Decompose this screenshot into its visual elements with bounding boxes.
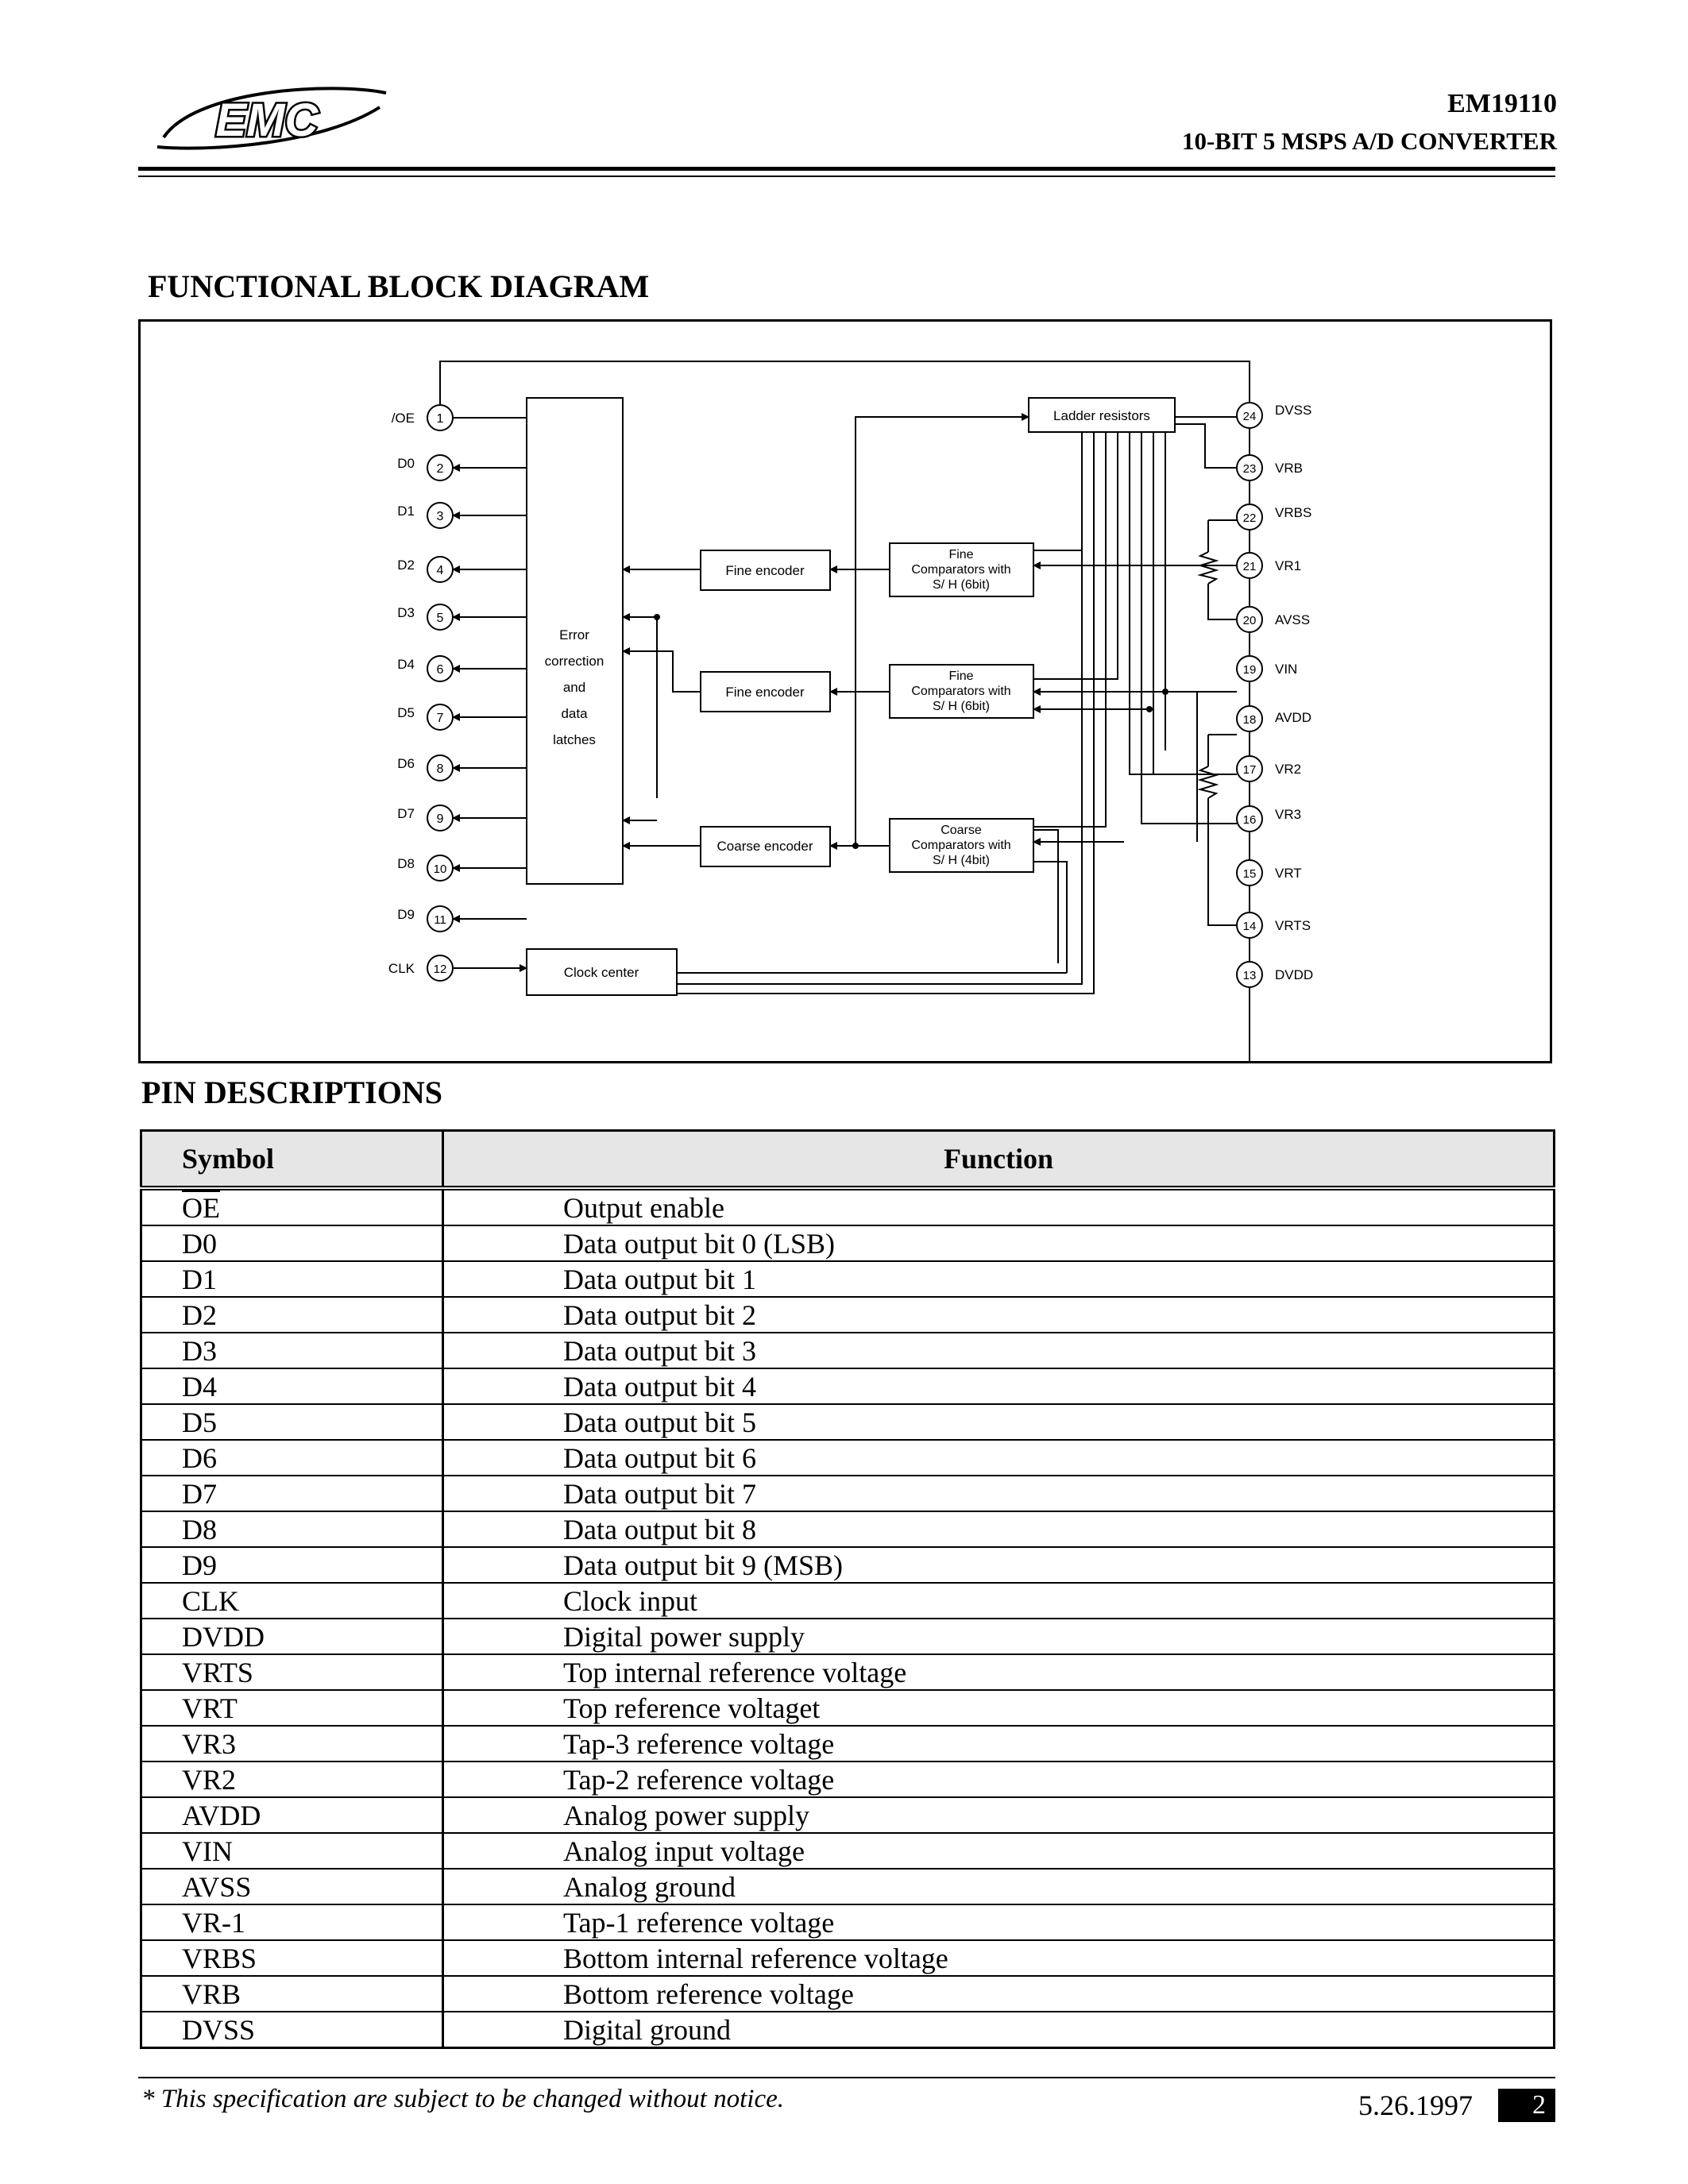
coarse-comp-line-2: Comparators with bbox=[911, 839, 1011, 852]
left-pin-12 bbox=[388, 955, 453, 981]
ladder-resistors-block bbox=[1029, 398, 1175, 432]
footer-disclaimer: * This specification are subject to be changed without notice. bbox=[141, 2085, 784, 2113]
table-row bbox=[141, 1476, 1555, 1511]
function-cell: Data output bit 5 bbox=[443, 1404, 1555, 1440]
function-cell: Analog power supply bbox=[443, 1797, 1555, 1833]
coarse-comp-line-1: Coarse bbox=[941, 824, 982, 837]
diagram-title: FUNCTIONAL BLOCK DIAGRAM bbox=[148, 268, 650, 304]
symbol-cell: $\overline{OE}$ bbox=[141, 1188, 443, 1225]
table-row bbox=[141, 1368, 1555, 1404]
table-row bbox=[141, 1404, 1555, 1440]
symbol-cell: VR2 bbox=[141, 1761, 443, 1797]
right-pin-17 bbox=[1237, 756, 1301, 781]
pin-label: CLK bbox=[388, 961, 415, 976]
symbol-cell: VR-1 bbox=[141, 1904, 443, 1940]
fine-encoder-2-label: Fine encoder bbox=[725, 685, 805, 700]
function-cell: Data output bit 7 bbox=[443, 1476, 1555, 1511]
function-cell: Clock input bbox=[443, 1583, 1555, 1619]
right-pin-24 bbox=[1237, 403, 1311, 428]
table-row bbox=[141, 1976, 1555, 2012]
table-row bbox=[141, 1511, 1555, 1547]
function-cell: Tap-2 reference voltage bbox=[443, 1761, 1555, 1797]
pin-number: 18 bbox=[1242, 713, 1257, 727]
table-row bbox=[141, 1726, 1555, 1761]
right-pin-21 bbox=[1237, 553, 1301, 578]
error-line-1: Error bbox=[559, 627, 589, 642]
symbol-cell: D0 bbox=[141, 1225, 443, 1261]
pin-number: 15 bbox=[1242, 867, 1257, 881]
function-cell: Data output bit 3 bbox=[443, 1333, 1555, 1368]
table-row bbox=[141, 1904, 1555, 1940]
function-cell: Digital ground bbox=[443, 2012, 1555, 2048]
pin-label: D9 bbox=[397, 907, 415, 922]
pin-label: VRT bbox=[1275, 866, 1302, 881]
fine-comp-2-line-1: Fine bbox=[948, 669, 974, 683]
table-row bbox=[141, 1547, 1555, 1583]
pin-label: VRTS bbox=[1275, 918, 1311, 933]
pin-label: D4 bbox=[397, 657, 415, 672]
table-row bbox=[141, 1188, 1555, 1225]
symbol-cell: D7 bbox=[141, 1476, 443, 1511]
right-pin-18 bbox=[1237, 706, 1311, 731]
symbol-cell: D1 bbox=[141, 1261, 443, 1297]
pin-number: 23 bbox=[1242, 462, 1257, 476]
table-row bbox=[141, 1225, 1555, 1261]
pin-label: DVDD bbox=[1275, 967, 1314, 982]
coarse-encoder-block bbox=[701, 827, 830, 866]
left-pin-7 bbox=[397, 704, 453, 730]
fine-comp-1-line-3: S/ H (6bit) bbox=[932, 578, 991, 592]
symbol-cell: D2 bbox=[141, 1297, 443, 1333]
function-cell: Bottom reference voltage bbox=[443, 1976, 1555, 2012]
table-row bbox=[141, 1297, 1555, 1333]
table-row bbox=[141, 1654, 1555, 1690]
pin-number: 19 bbox=[1242, 663, 1257, 677]
symbol-cell: VR3 bbox=[141, 1726, 443, 1761]
pin-number: 17 bbox=[1242, 763, 1257, 777]
symbol-cell: AVDD bbox=[141, 1797, 443, 1833]
fine-comparators-1-block bbox=[890, 543, 1033, 596]
table-row bbox=[141, 1833, 1555, 1869]
table-row bbox=[141, 1583, 1555, 1619]
function-cell: Bottom internal reference voltage bbox=[443, 1940, 1555, 1976]
left-pin-6 bbox=[397, 656, 453, 681]
symbol-cell: D9 bbox=[141, 1547, 443, 1583]
block-diagram-frame bbox=[138, 319, 1552, 1063]
pin-number: 21 bbox=[1242, 560, 1257, 573]
resistor-vrbs bbox=[1200, 552, 1216, 584]
junction-dots bbox=[654, 614, 1168, 849]
right-pin-13 bbox=[1237, 962, 1313, 987]
footer-rule bbox=[138, 2077, 1555, 2078]
pin-number: 14 bbox=[1242, 920, 1257, 933]
right-pin-22 bbox=[1237, 504, 1311, 530]
pin-number: 11 bbox=[434, 913, 446, 927]
pin-label: VR2 bbox=[1275, 762, 1302, 777]
symbol-cell: AVSS bbox=[141, 1869, 443, 1904]
pin-number: 7 bbox=[436, 712, 444, 725]
left-pin-8 bbox=[397, 755, 453, 781]
function-cell: Top reference voltaget bbox=[443, 1690, 1555, 1726]
pin-label: D6 bbox=[397, 756, 415, 771]
pin-label: D7 bbox=[397, 806, 415, 821]
fine-comp-1-line-1: Fine bbox=[948, 548, 974, 561]
pin-number: 4 bbox=[436, 564, 444, 577]
part-number: EM19110 bbox=[1447, 89, 1557, 118]
right-pin-19 bbox=[1237, 656, 1297, 681]
symbol-cell: CLK bbox=[141, 1583, 443, 1619]
fine-comparators-2-block bbox=[890, 665, 1033, 718]
pin-label: D5 bbox=[397, 705, 415, 720]
logo-text: EMC bbox=[215, 95, 319, 146]
pin-label: D8 bbox=[397, 856, 415, 871]
symbol-cell: VIN bbox=[141, 1833, 443, 1869]
left-pin-2 bbox=[397, 455, 453, 480]
function-cell: Data output bit 8 bbox=[443, 1511, 1555, 1547]
function-cell: Data output bit 4 bbox=[443, 1368, 1555, 1404]
pin-label: VRB bbox=[1275, 461, 1303, 476]
pin-label: D1 bbox=[397, 504, 415, 519]
pin-number: 3 bbox=[436, 510, 444, 523]
pin-label: DVSS bbox=[1275, 403, 1312, 418]
pin-label: VRBS bbox=[1275, 505, 1312, 520]
pin-label: VIN bbox=[1275, 662, 1298, 677]
function-header: Function bbox=[443, 1131, 1555, 1189]
pin-number: 12 bbox=[433, 963, 447, 976]
function-cell: Tap-1 reference voltage bbox=[443, 1904, 1555, 1940]
error-line-2: correction bbox=[544, 654, 605, 669]
block-diagram bbox=[141, 322, 1550, 1061]
pin-label: VR3 bbox=[1275, 807, 1302, 822]
table-row bbox=[141, 1619, 1555, 1654]
header-rule-thin bbox=[138, 176, 1555, 177]
function-cell: Top internal reference voltage bbox=[443, 1654, 1555, 1690]
function-cell: Output enable bbox=[443, 1188, 1555, 1225]
table-row bbox=[141, 1333, 1555, 1368]
error-correction-block bbox=[527, 398, 623, 884]
pin-number: 20 bbox=[1242, 614, 1257, 627]
right-pin-23 bbox=[1237, 455, 1303, 480]
function-cell: Analog input voltage bbox=[443, 1833, 1555, 1869]
function-cell: Data output bit 6 bbox=[443, 1440, 1555, 1476]
function-cell: Analog ground bbox=[443, 1869, 1555, 1904]
coarse-comp-line-3: S/ H (4bit) bbox=[932, 854, 991, 867]
right-pin-14 bbox=[1237, 913, 1311, 938]
left-pin-9 bbox=[397, 805, 453, 831]
function-cell: Data output bit 0 (LSB) bbox=[443, 1225, 1555, 1261]
right-pin-20 bbox=[1237, 607, 1310, 632]
resistor-vrts bbox=[1200, 766, 1216, 798]
page-number: 2 bbox=[1498, 2089, 1555, 2122]
pin-label: D3 bbox=[397, 605, 415, 620]
table-row bbox=[141, 1940, 1555, 1976]
pin-number: 9 bbox=[436, 812, 444, 826]
symbol-cell: D3 bbox=[141, 1333, 443, 1368]
pin-number: 22 bbox=[1242, 511, 1257, 525]
left-pin-1 bbox=[392, 405, 453, 430]
pin-number: 13 bbox=[1242, 969, 1257, 982]
pin-label: VR1 bbox=[1275, 558, 1302, 573]
symbol-cell: DVDD bbox=[141, 1619, 443, 1654]
clock-center-block bbox=[527, 949, 677, 995]
pin-number: 24 bbox=[1242, 410, 1257, 423]
table-row bbox=[141, 1869, 1555, 1904]
table-header-row bbox=[141, 1131, 1555, 1189]
emc-logo bbox=[148, 83, 394, 155]
function-cell: Digital power supply bbox=[443, 1619, 1555, 1654]
symbol-cell: D6 bbox=[141, 1440, 443, 1476]
error-line-3: and bbox=[562, 680, 586, 695]
symbol-cell: VRB bbox=[141, 1976, 443, 2012]
footer-date: 5.26.1997 bbox=[1358, 2089, 1473, 2121]
pin-number: 6 bbox=[436, 663, 444, 677]
emc-logo-graphic bbox=[148, 83, 394, 155]
table-row bbox=[141, 1261, 1555, 1297]
document-subtitle: 10-BIT 5 MSPS A/D CONVERTER bbox=[1181, 127, 1557, 155]
symbol-cell: VRBS bbox=[141, 1940, 443, 1976]
function-cell: Tap-3 reference voltage bbox=[443, 1726, 1555, 1761]
left-pin-3 bbox=[397, 503, 453, 528]
pin-label: AVDD bbox=[1275, 710, 1311, 725]
symbol-cell: VRTS bbox=[141, 1654, 443, 1690]
pin-number: 5 bbox=[436, 612, 444, 625]
table-row bbox=[141, 1690, 1555, 1726]
pin-number: 1 bbox=[436, 412, 444, 426]
table-row bbox=[141, 1761, 1555, 1797]
symbol-header: Symbol bbox=[141, 1131, 443, 1189]
left-pin-5 bbox=[397, 604, 453, 630]
error-line-5: latches bbox=[553, 732, 596, 747]
right-pin-16 bbox=[1237, 806, 1301, 832]
table-row bbox=[141, 1440, 1555, 1476]
header-rule-thick bbox=[138, 167, 1555, 171]
left-pin-4 bbox=[397, 557, 453, 582]
pin-number: 16 bbox=[1242, 813, 1257, 827]
coarse-encoder-label: Coarse encoder bbox=[717, 839, 813, 854]
symbol-cell: D8 bbox=[141, 1511, 443, 1547]
left-pin-10 bbox=[397, 855, 453, 881]
pin-descriptions-table bbox=[140, 1129, 1555, 2049]
fine-encoder-1-block bbox=[701, 550, 830, 590]
fine-comp-2-line-3: S/ H (6bit) bbox=[932, 700, 991, 713]
function-cell: Data output bit 2 bbox=[443, 1297, 1555, 1333]
pin-number: 8 bbox=[436, 762, 444, 776]
symbol-cell: D5 bbox=[141, 1404, 443, 1440]
ladder-resistors-label: Ladder resistors bbox=[1053, 408, 1150, 423]
table-row bbox=[141, 1797, 1555, 1833]
pin-number: 2 bbox=[436, 462, 444, 476]
function-cell: Data output bit 9 (MSB) bbox=[443, 1547, 1555, 1583]
fine-comp-2-line-2: Comparators with bbox=[911, 685, 1011, 698]
right-pin-15 bbox=[1237, 860, 1302, 886]
symbol-cell: VRT bbox=[141, 1690, 443, 1726]
left-pin-11 bbox=[397, 906, 453, 932]
pin-label: D2 bbox=[397, 558, 415, 573]
pin-label: /OE bbox=[391, 411, 415, 426]
pin-label: D0 bbox=[397, 456, 415, 471]
pin-label: AVSS bbox=[1275, 612, 1311, 627]
pin-number: 10 bbox=[433, 862, 447, 876]
function-cell: Data output bit 1 bbox=[443, 1261, 1555, 1297]
fine-encoder-1-label: Fine encoder bbox=[725, 563, 805, 578]
symbol-cell: D4 bbox=[141, 1368, 443, 1404]
symbol-cell: DVSS bbox=[141, 2012, 443, 2048]
error-line-4: data bbox=[561, 706, 588, 721]
table-row bbox=[141, 2012, 1555, 2048]
fine-comp-1-line-2: Comparators with bbox=[911, 563, 1011, 577]
clock-center-label: Clock center bbox=[563, 965, 639, 980]
coarse-comparators-block bbox=[890, 819, 1033, 872]
pin-descriptions-title: PIN DESCRIPTIONS bbox=[141, 1075, 442, 1110]
fine-encoder-2-block bbox=[701, 672, 830, 712]
